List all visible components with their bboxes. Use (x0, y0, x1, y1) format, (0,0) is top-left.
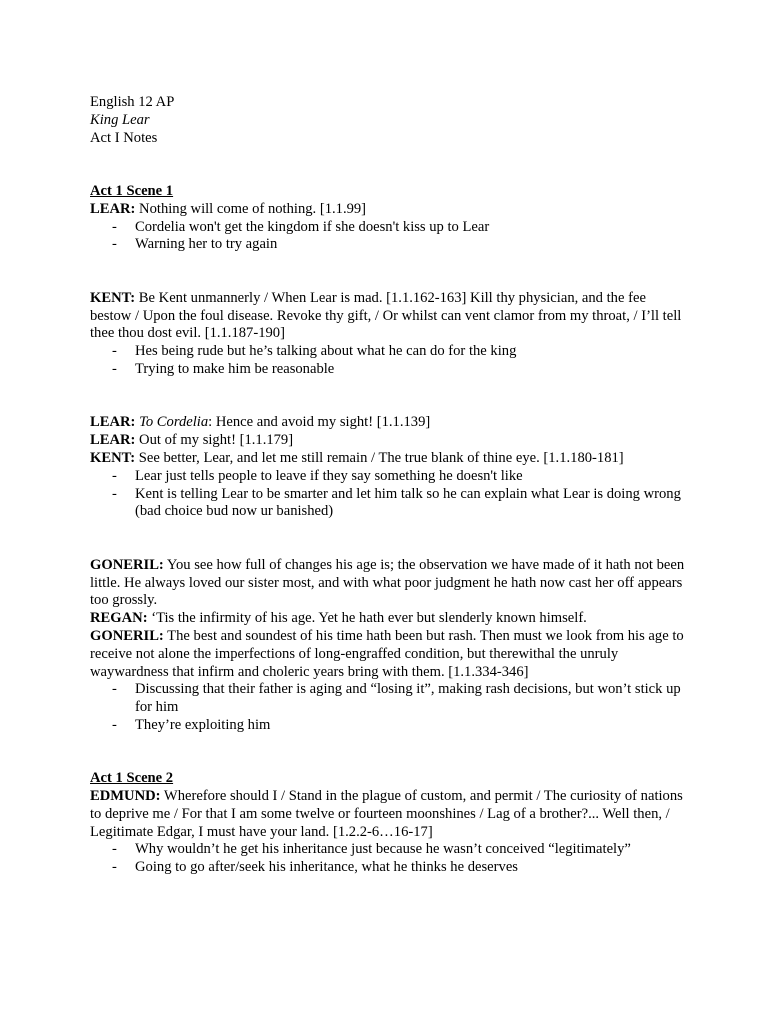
notes-list (90, 681, 690, 734)
note-item (90, 681, 685, 717)
dash-bullet: - (112, 218, 117, 235)
dash-bullet: - (112, 467, 117, 484)
quote-text: Nothing will come of nothing. [1.1.99] (135, 200, 367, 217)
quote-text: Be Kent unmannerly / When Lear is mad. [1.1.162-163] Kill thy physician, and the fee bestow / Upon the foul disease. Revoke thy gift, / Or whilst can vent clamor from my throat, / I’ll tell thee thou dost evil. [1.1.187-190] (90, 289, 682, 342)
quote-text: The best and soundest of his time hath been but rash. Then must we look from his age to receive not alone the imperfections of long-engraffed condition, but therewithal the unruly waywardness that infirm and choleric years bring with them. [1.1.334-346] (90, 627, 684, 680)
dash-bullet: - (112, 485, 117, 502)
note-text: Kent is telling Lear to be smarter and let him talk so he can explain what Lear is doing wrong (bad choice bud now ur banished) (135, 485, 681, 520)
dash-bullet: - (112, 343, 117, 360)
note-item (90, 361, 685, 379)
quote-paragraph (90, 201, 685, 219)
quote-paragraph (90, 290, 685, 343)
quote-text: ‘Tis the infirmity of his age. Yet he hath ever but slenderly known himself. (147, 610, 587, 627)
note-text: Hes being rude but he’s talking about what he can do for the king (135, 343, 517, 360)
dash-bullet: - (112, 859, 117, 876)
note-item (90, 859, 685, 877)
note-item (90, 236, 685, 254)
notes-list (90, 468, 690, 521)
quote-text: Wherefore should I / Stand in the plague of custom, and permit / The curiosity of nations to deprive me / For that I am some twelve or fourteen moonshines / Lag of a brother?... Well then, / Legitimate Edgar, I must have your land. [1.2.2-6…16-17] (90, 788, 683, 840)
note-text: Lear just tells people to leave if they say something he doesn't like (135, 467, 523, 484)
note-item (90, 486, 685, 522)
note-text: Going to go after/seek his inheritance, what he thinks he deserves (135, 859, 518, 876)
note-item (90, 841, 685, 859)
section-act1-scene2 (90, 770, 690, 877)
quote-paragraph (90, 628, 685, 681)
speaker-name: EDMUND: (90, 788, 161, 805)
quote-text: : Hence and avoid my sight! [1.1.139] (208, 414, 431, 431)
quote-text: Out of my sight! [1.1.179] (135, 432, 294, 449)
quote-paragraph (90, 414, 685, 432)
speaker-name: LEAR: (90, 200, 136, 217)
notes-list (90, 343, 690, 379)
note-item (90, 717, 685, 735)
notes-subtitle: Act I Notes (90, 129, 158, 146)
quote-block (90, 788, 690, 877)
dash-bullet: - (112, 841, 117, 858)
speaker-name: GONERIL: (90, 627, 164, 644)
speaker-name: REGAN: (90, 610, 148, 627)
speaker-name: KENT: (90, 289, 136, 306)
dash-bullet: - (112, 236, 117, 253)
section-heading: Act 1 Scene 2 (90, 770, 174, 787)
dash-bullet: - (112, 681, 117, 698)
speaker-name: LEAR: (90, 432, 136, 449)
work-title: King Lear (90, 111, 150, 128)
note-item (90, 468, 685, 486)
course-title: English 12 AP (90, 94, 175, 110)
dash-bullet: - (112, 360, 117, 377)
speaker-name: LEAR: (90, 414, 136, 431)
quote-paragraph (90, 557, 685, 610)
quote-text: You see how full of changes his age is; the observation we have made of it hath not been little. He always loved our sister most, and with what poor judgment he hath now cast her off appears too grossly. (90, 556, 685, 609)
notes-list (90, 219, 690, 255)
note-text: Trying to make him be reasonable (135, 360, 335, 377)
quote-paragraph (90, 450, 685, 468)
quote-block (90, 414, 690, 521)
note-text: Why wouldn’t he get his inheritance just because he wasn’t conceived “legitimately” (135, 841, 631, 858)
note-text: Discussing that their father is aging and “losing it”, making rash decisions, but won’t stick up for him (135, 681, 681, 716)
speaker-name: GONERIL: (90, 556, 164, 573)
section-act1-scene1 (90, 183, 690, 735)
note-text: Cordelia won't get the kingdom if she doesn't kiss up to Lear (135, 218, 490, 235)
note-item (90, 219, 685, 237)
quote-block (90, 201, 690, 254)
note-text: Warning her to try again (135, 236, 278, 253)
stage-direction: To Cordelia (139, 414, 209, 431)
quote-block (90, 290, 690, 379)
quote-paragraph (90, 432, 685, 450)
note-item (90, 343, 685, 361)
quote-paragraph (90, 788, 685, 841)
dash-bullet: - (112, 716, 117, 733)
quote-text: See better, Lear, and let me still remain / The true blank of thine eye. [1.1.180-181] (135, 449, 624, 466)
quote-paragraph (90, 610, 685, 628)
section-heading: Act 1 Scene 1 (90, 182, 174, 199)
speaker-name: KENT: (90, 449, 136, 466)
notes-list (90, 841, 690, 877)
document-page (90, 94, 690, 877)
note-text: They’re exploiting him (135, 716, 271, 733)
quote-block (90, 557, 690, 735)
